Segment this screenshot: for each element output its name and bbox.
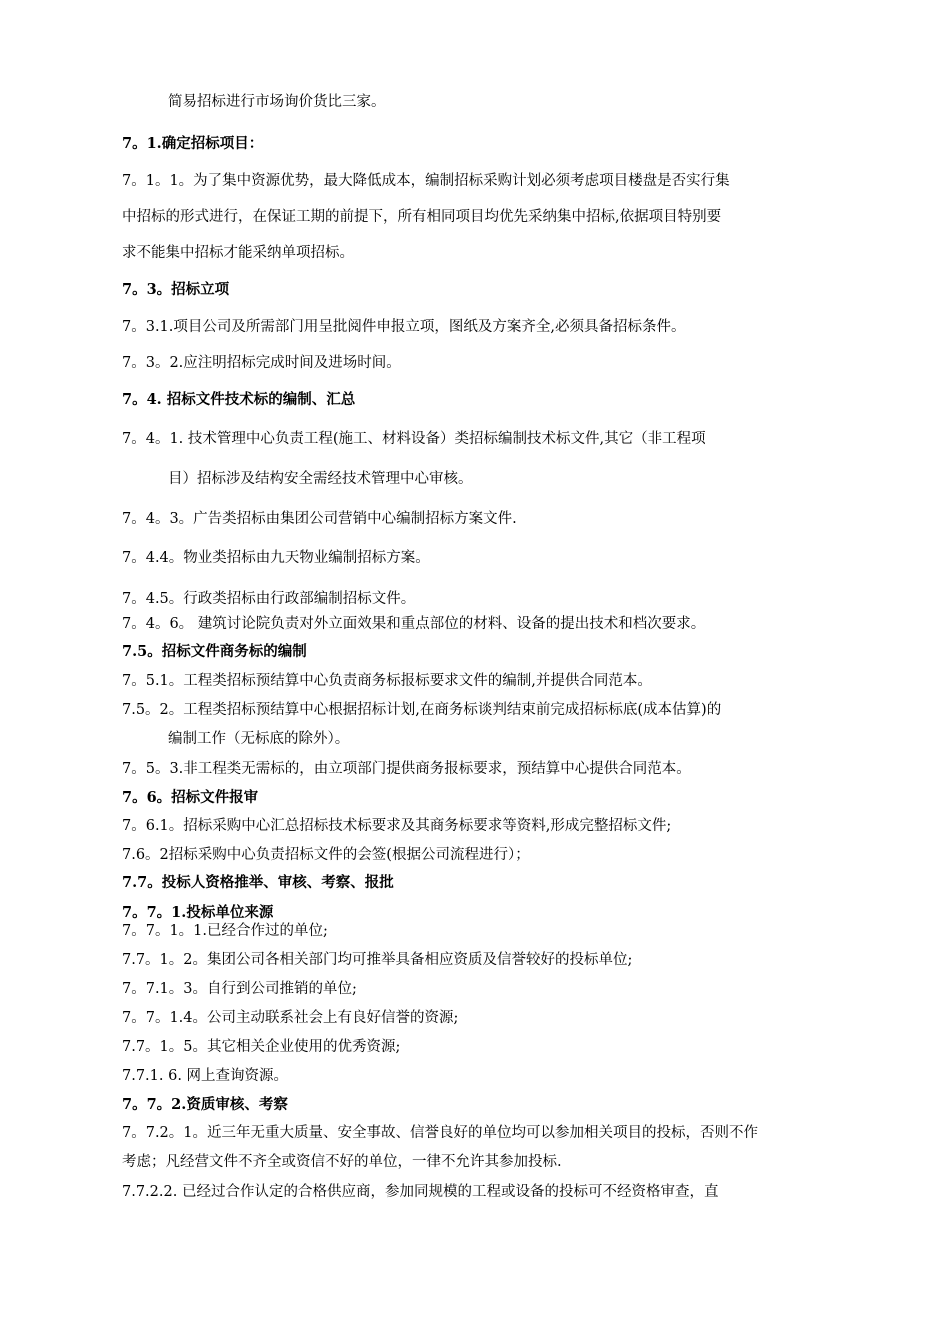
paragraph-line: 7。1。1。为了集中资源优势，最大降低成本，编制招标采购计划必须考虑项目楼盘是否实行集 <box>122 173 730 189</box>
paragraph-line: 简易招标进行市场询价货比三家。 <box>168 94 386 110</box>
paragraph-line: 7.7。1。2。集团公司各相关部门均可推举具备相应资质及信誉较好的投标单位; <box>122 952 633 968</box>
paragraph-line: 考虑；凡经营文件不齐全或资信不好的单位，一律不允许其参加投标. <box>122 1154 562 1170</box>
paragraph-line: 7。4。6。 建筑讨论院负责对外立面效果和重点部位的材料、设备的提出技术和档次要求。 <box>122 616 706 632</box>
paragraph-line: 7。7。1.4。公司主动联系社会上有良好信誉的资源; <box>122 1010 459 1026</box>
paragraph-line: 编制工作（无标底的除外）。 <box>168 731 350 747</box>
section-heading: 7。4. 招标文件技术标的编制、汇总 <box>122 391 356 408</box>
paragraph-line: 7。4.5。行政类招标由行政部编制招标文件。 <box>122 591 416 607</box>
paragraph-line: 目）招标涉及结构安全需经技术管理中心审核。 <box>168 471 473 487</box>
subsection-heading: 7。7。1.投标单位来源 <box>122 904 274 921</box>
section-heading: 7.7。投标人资格推举、审核、考察、报批 <box>122 874 394 891</box>
subsection-heading: 7。7。2.资质审核、考察 <box>122 1096 288 1113</box>
paragraph-line: 求不能集中招标才能采纳单项招标。 <box>122 245 354 261</box>
section-heading: 7。1.确定招标项目： <box>122 135 264 152</box>
paragraph-line: 7。5。3.非工程类无需标的，由立项部门提供商务报标要求，预结算中心提供合同范本。 <box>122 761 691 777</box>
section-heading: 7。3。招标立项 <box>122 281 230 298</box>
section-heading: 7。6。招标文件报审 <box>122 789 259 806</box>
paragraph-line: 7。7.1。3。自行到公司推销的单位; <box>122 981 357 997</box>
paragraph-line: 7.6。2招标采购中心负责招标文件的会签(根据公司流程进行）； <box>122 847 530 863</box>
paragraph-line: 7。7。1。1.已经合作过的单位; <box>122 923 328 939</box>
paragraph-line: 7。7.2。1。近三年无重大质量、安全事故、信誉良好的单位均可以参加相关项目的投标，否则不作 <box>122 1125 759 1141</box>
paragraph-line: 7.7。1。5。其它相关企业使用的优秀资源; <box>122 1039 401 1055</box>
paragraph-line: 7。6.1。招标采购中心汇总招标技术标要求及其商务标要求等资料,形成完整招标文件; <box>122 818 672 834</box>
paragraph-line: 7。4。1. 技术管理中心负责工程(施工、材料设备）类招标编制技术标文件,其它（非工程项 <box>122 431 706 447</box>
paragraph-line: 7.5。2。工程类招标预结算中心根据招标计划,在商务标谈判结束前完成招标标底(成本估算)的 <box>122 702 722 718</box>
paragraph-line: 7.7.1. 6. 网上查询资源。 <box>122 1068 289 1084</box>
paragraph-line: 7。4.4。物业类招标由九天物业编制招标方案。 <box>122 550 430 566</box>
section-heading: 7.5。招标文件商务标的编制 <box>122 643 307 660</box>
paragraph-line: 7。4。3。广告类招标由集团公司营销中心编制招标方案文件. <box>122 511 517 527</box>
paragraph-line: 7.7.2.2. 已经过合作认定的合格供应商，参加同规模的工程或设备的投标可不经资格审查，直 <box>122 1184 719 1200</box>
paragraph-line: 7。3。2.应注明招标完成时间及进场时间。 <box>122 355 401 371</box>
paragraph-line: 7。5.1。工程类招标预结算中心负责商务标报标要求文件的编制,并提供合同范本。 <box>122 673 652 689</box>
paragraph-line: 中招标的形式进行，在保证工期的前提下，所有相同项目均优先采纳集中招标,依据项目特别要 <box>122 209 722 225</box>
paragraph-line: 7。3.1.项目公司及所需部门用呈批阅件申报立项，图纸及方案齐全,必须具备招标条件。 <box>122 319 686 335</box>
